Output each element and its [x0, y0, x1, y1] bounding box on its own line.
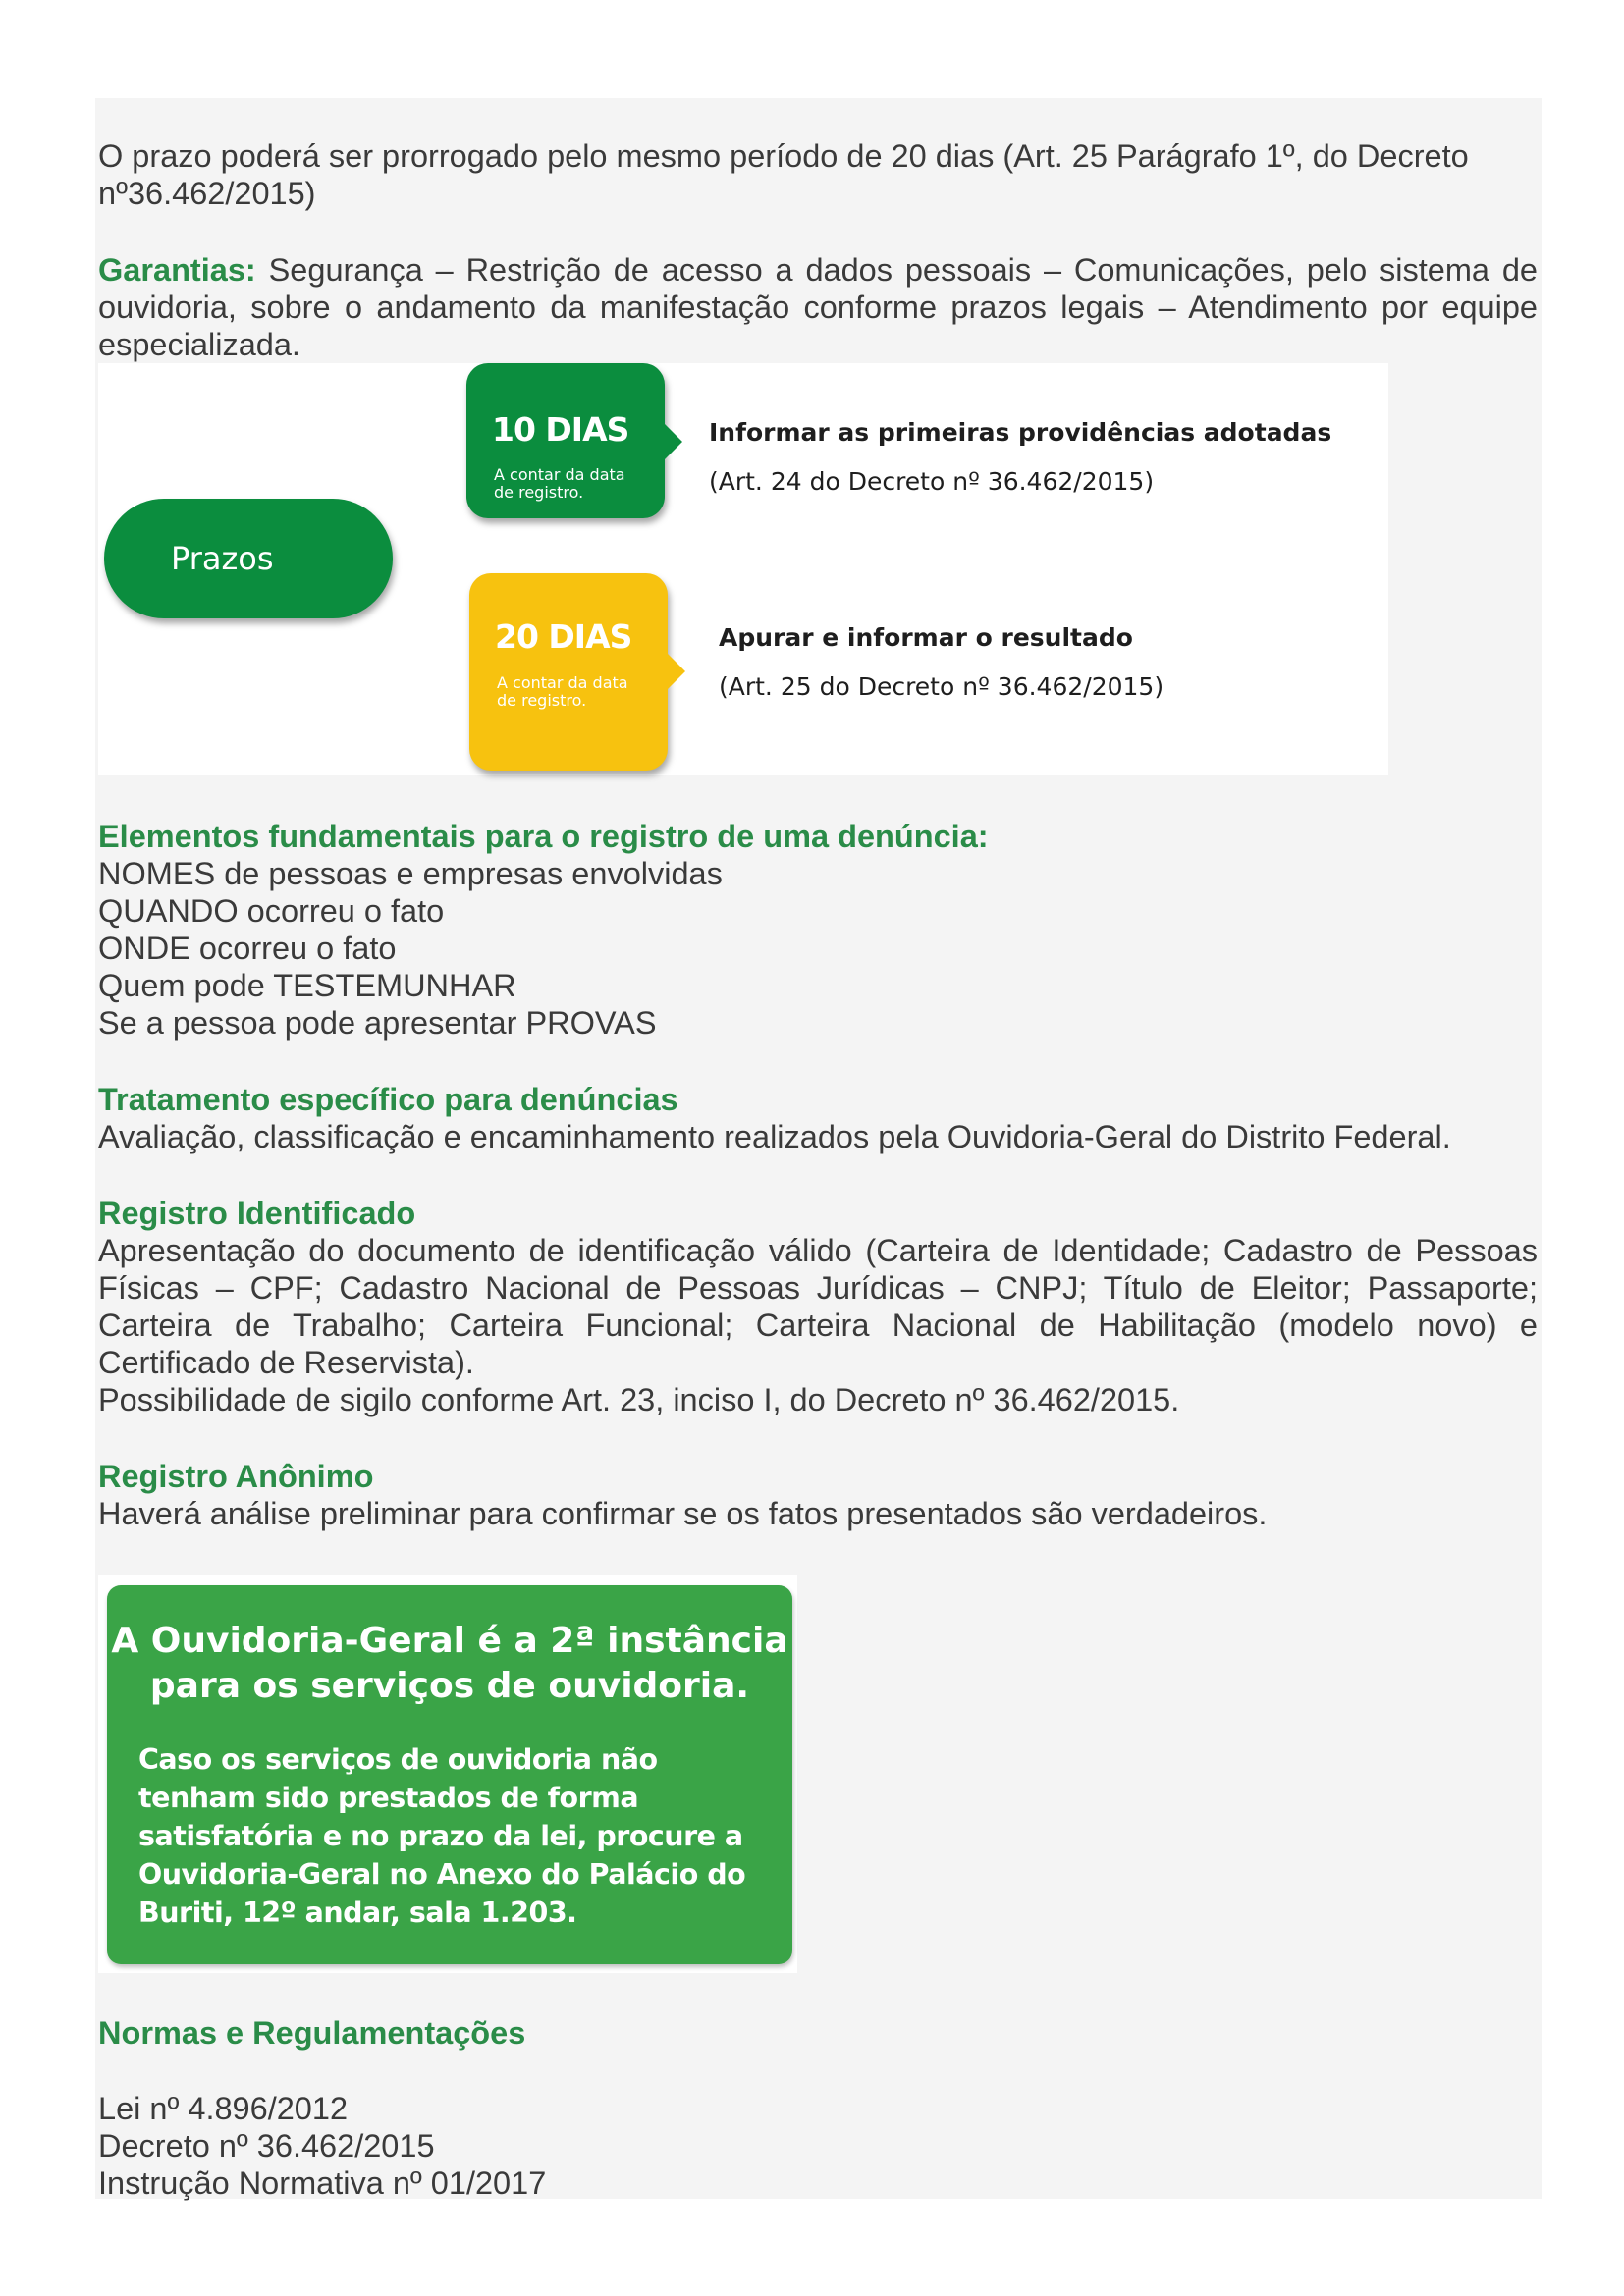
list-item: Decreto nº 36.462/2015 — [98, 2128, 435, 2163]
box-20-dias-title: 20 DIAS — [495, 617, 632, 656]
elementos-heading: Elementos fundamentais para o registro de uma denúncia: — [98, 819, 989, 854]
prazos-figure — [98, 363, 1388, 775]
ouvidoria-box-title — [107, 1619, 792, 1709]
intro-line-1: O prazo poderá ser prorrogado pelo mesmo período de 20 dias (Art. 25 Parágrafo 1º, do Decreto — [98, 138, 1469, 174]
list-item: QUANDO ocorreu o fato — [98, 893, 445, 929]
arrow-pointer — [668, 654, 685, 689]
box-10-dias-desc-title: Informar as primeiras providências adotadas — [709, 418, 1332, 447]
box-20-dias-subtitle: A contar da data de registro. — [497, 673, 628, 710]
document-page — [95, 98, 1542, 2199]
tratamento-text: Avaliação, classificação e encaminhamento realizados pela Ouvidoria-Geral do Distrito Federal. — [98, 1119, 1451, 1154]
box-20-dias-desc-sub: (Art. 25 do Decreto nº 36.462/2015) — [719, 672, 1164, 701]
box-20-dias-desc-title: Apurar e informar o resultado — [719, 623, 1133, 652]
box-10-dias-subtitle: A contar da data de registro. — [494, 465, 625, 502]
garantias-text: Segurança – Restrição de acesso a dados pessoais – Comunicações, pelo sistema de ouvidoria, sobre o andamento da manifestação conforme prazos legais – Atendimento por equipe especializada. — [98, 252, 1538, 362]
intro-line-2: nº36.462/2015) — [98, 176, 316, 211]
identificado-text-2: Possibilidade de sigilo conforme Art. 23, inciso I, do Decreto nº 36.462/2015. — [98, 1382, 1180, 1417]
ouvidoria-figure — [98, 1575, 797, 1973]
garantias-label: Garantias: — [98, 252, 256, 288]
tratamento-heading: Tratamento específico para denúncias — [98, 1082, 678, 1117]
box-20-dias — [469, 573, 668, 771]
prazos-pill — [104, 499, 393, 618]
box-10-dias-title: 10 DIAS — [492, 410, 629, 449]
prazos-pill-label: Prazos — [171, 540, 274, 577]
box-10-dias — [466, 363, 665, 518]
list-item: NOMES de pessoas e empresas envolvidas — [98, 856, 723, 891]
ouvidoria-title-line-1: A Ouvidoria-Geral é a 2ª instância — [111, 1621, 788, 1661]
garantias-paragraph — [98, 251, 1538, 363]
ouvidoria-box — [107, 1585, 792, 1964]
box-10-dias-desc-sub: (Art. 24 do Decreto nº 36.462/2015) — [709, 467, 1155, 496]
list-item: Lei nº 4.896/2012 — [98, 2091, 349, 2126]
normas-heading: Normas e Regulamentações — [98, 2015, 526, 2051]
list-item: ONDE ocorreu o fato — [98, 931, 397, 966]
anonimo-text: Haverá análise preliminar para confirmar se os fatos presentados são verdadeiros. — [98, 1496, 1268, 1531]
list-item: Se a pessoa pode apresentar PROVAS — [98, 1005, 657, 1041]
ouvidoria-box-body: Caso os serviços de ouvidoria não tenham sido prestados de forma satisfatória e no prazo da lei, procure a Ouvidoria-Geral no Anexo do Palácio do Buriti, 12º andar, sala 1.203. — [138, 1743, 746, 1929]
anonimo-heading: Registro Anônimo — [98, 1459, 374, 1494]
identificado-heading: Registro Identificado — [98, 1196, 416, 1231]
arrow-pointer — [665, 424, 682, 459]
identificado-text: Apresentação do documento de identificação válido (Carteira de Identidade; Cadastro de Pessoas Físicas – CPF; Cadastro Nacional de Pessoas Jurídicas – CNPJ; Título de Eleitor; Passaporte; Carteira de Trabalho; Carteira Funcional; Carteira Nacional de Habilitação (modelo novo) e Certificado de Reservista). — [98, 1233, 1538, 1380]
list-item: Instrução Normativa nº 01/2017 — [98, 2165, 547, 2201]
list-item: Quem pode TESTEMUNHAR — [98, 968, 516, 1003]
ouvidoria-title-line-2: para os serviços de ouvidoria. — [149, 1666, 750, 1706]
